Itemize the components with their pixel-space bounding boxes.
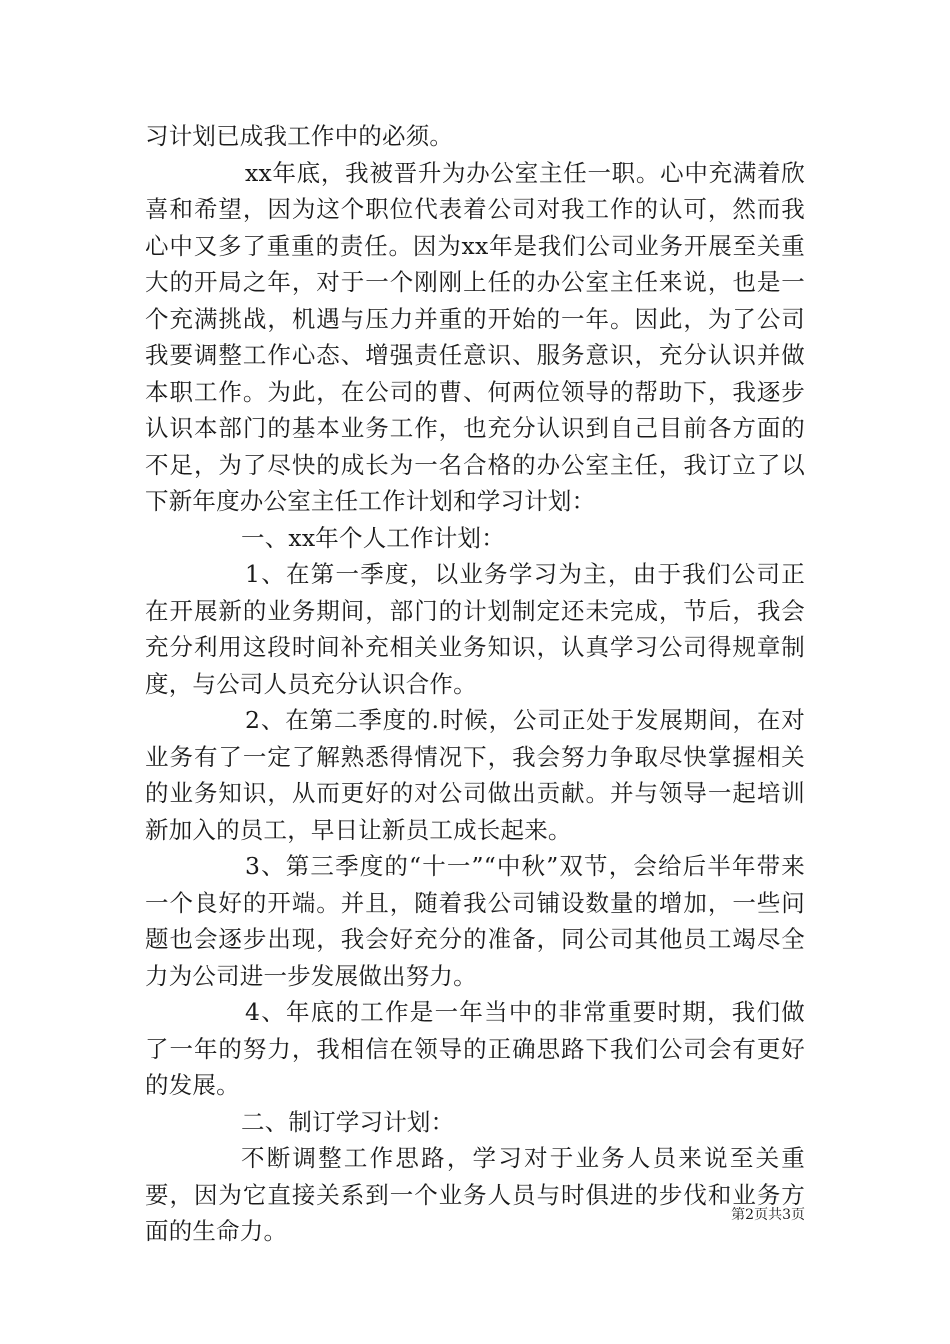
paragraph-q2: 2、在第二季度的.时候，公司正处于发展期间，在对业务有了一定了解熟悉得情况下，我会努力争取尽快掌握相关的业务知识，从而更好的对公司做出贡献。并与领导一起培训新加入的员工，早日让新员工成长起来。 [145,706,805,844]
document-body [145,118,805,1250]
paragraph-study: 不断调整工作思路，学习对于业务人员来说至关重要，因为它直接关系到一个业务人员与时俱进的步伐和业务方面的生命力。 [145,1144,805,1245]
paragraph-q3: 3、第三季度的“十一”“中秋”双节，会给后半年带来一个良好的开端。并且，随着我公司铺设数量的增加，一些问题也会逐步出现，我会好充分的准备，同公司其他员工竭尽全力为公司进一步发展做出努力。 [145,852,805,990]
paragraph-promotion: xx年底，我被晋升为办公室主任一职。心中充满着欣喜和希望，因为这个职位代表着公司对我工作的认可，然而我心中又多了重重的责任。因为xx年是我们公司业务开展至关重大的开局之年，对于一个刚刚上任的办公室主任来说，也是一个充满挑战，机遇与压力并重的开始的一年。因此，为了公司我要调整工作心态、增强责任意识、服务意识，充分认识并做本职工作。为此，在公司的曹、何两位领导的帮助下，我逐步认识本部门的基本业务工作，也充分认识到自己目前各方面的不足，为了尽快的成长为一名合格的办公室主任，我订立了以下新年度办公室主任工作计划和学习计划： [145,158,805,515]
paragraph-q1: 1、在第一季度，以业务学习为主，由于我们公司正在开展新的业务期间，部门的计划制定还未完成，节后，我会充分利用这段时间补充相关业务知识，认真学习公司得规章制度，与公司人员充分认识合作。 [145,560,805,698]
paragraph-q4: 4、年底的工作是一年当中的非常重要时期，我们做了一年的努力，我相信在领导的正确思路下我们公司会有更好的发展。 [145,998,805,1099]
page-number: 第2页共3页 [731,1207,805,1223]
paragraph-continuation: 习计划已成我工作中的必须。 [145,122,454,150]
section-heading-study-plan: 二、制订学习计划： [241,1107,455,1136]
section-heading-work-plan: 一、xx年个人工作计划： [241,523,505,552]
